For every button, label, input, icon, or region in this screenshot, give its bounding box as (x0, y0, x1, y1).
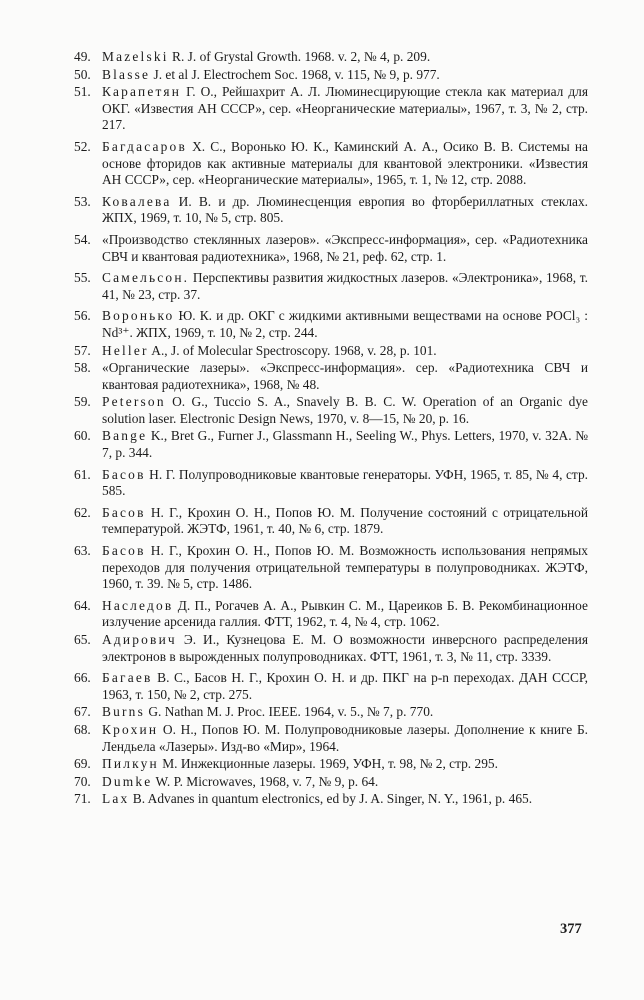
reference-text (102, 394, 588, 427)
reference-details: G. Nathan M. J. Proc. IEEE. 1964, v. 5., № 7, p. 770. (145, 704, 434, 720)
reference-author: Багдасаров (102, 138, 187, 154)
reference-details: Н. Г. Полупроводниковые квантовые генераторы. УФН, 1965, т. 85, № 4, стр. 585. (102, 466, 588, 499)
reference-item (70, 84, 588, 134)
reference-author: Басов (102, 504, 146, 520)
reference-number: 71. (74, 791, 91, 807)
reference-number: 68. (74, 721, 91, 737)
reference-author: Воронько (102, 308, 175, 324)
reference-number: 63. (74, 543, 91, 559)
reference-details: Д. П., Рогачев А. А., Рывкин С. М., Цареиков Б. В. Рекомбинационное излучение арсенида галлия. ФТТ, 1962, т. 4, № 4, стр. 1062. (102, 597, 588, 630)
reference-item (70, 543, 588, 593)
reference-list (70, 49, 588, 808)
reference-text (102, 84, 588, 134)
reference-details: О. Н., Попов Ю. М. Полупроводниковые лазеры. Дополнение к книге Б. Лендьела «Лазеры». Изд-во «Мир», 1964. (102, 721, 588, 754)
reference-number: 52. (74, 138, 91, 154)
reference-text (102, 756, 588, 773)
reference-number: 65. (74, 632, 91, 647)
reference-details: Н. Г., Крохин О. Н., Попов Ю. М. Возможность использования непрямых переходов для получения отрицательной температуры в полупроводниках. ЖЭТФ, 1960, т. 39. № 5, стр. 1486. (102, 543, 588, 592)
reference-details: Э. И., Кузнецова Е. М. О возможности инверсного распределения электронов в вырожденных полупроводниках. ФТТ, 1961, т. 3, № 11, стр. 3339. (102, 632, 588, 664)
reference-number: 60. (74, 428, 91, 444)
reference-details: Н. Г., Крохин О. Н., Попов Ю. М. Получение состояний с отрицательной температурой. ЖЭТФ, 1961, т. 40, № 6, стр. 1879. (102, 504, 588, 537)
reference-item (70, 505, 588, 538)
reference-item (70, 598, 588, 631)
reference-details: И. В. и др. Люминесценция европия во фторбериллатных стеклах. ЖПХ, 1969, т. 10, № 5, стр. 805. (102, 193, 588, 226)
reference-item (70, 774, 588, 791)
reference-text (102, 543, 588, 593)
page-number: 377 (560, 921, 582, 937)
reference-text (102, 774, 588, 791)
reference-item (70, 722, 588, 755)
reference-number: 55. (74, 270, 91, 286)
reference-item (70, 270, 588, 303)
reference-text (102, 670, 588, 703)
reference-details: O. G., Tuccio S. A., Snavely B. B. C. W. Operation of an Organic dye solution laser. Electronic Design News, 1970, v. 8—15, № 20, p. 16. (102, 394, 588, 426)
reference-text (102, 67, 588, 84)
reference-author: Наследов (102, 597, 174, 613)
reference-number: 69. (74, 756, 91, 772)
reference-text (102, 139, 588, 189)
reference-number: 54. (74, 231, 91, 247)
reference-number: 57. (74, 342, 91, 358)
reference-number: 61. (74, 466, 91, 482)
reference-details: J. et al J. Electrochem Soc. 1968, v. 115, № 9, p. 977. (150, 66, 440, 82)
reference-text (102, 232, 588, 265)
reference-author: Heller (102, 342, 149, 358)
reference-text (102, 49, 588, 66)
reference-details: Перспективы развития жидкостных лазеров. «Электроника», 1968, т. 41, № 23, стр. 37. (102, 270, 588, 302)
reference-number: 70. (74, 773, 91, 789)
reference-item (70, 428, 588, 461)
reference-text (102, 505, 588, 538)
reference-details: В. С., Басов Н. Г., Крохин О. Н. и др. ПКГ на p-n переходах. ДАН СССР, 1963, т. 150, № 2, стр. 275. (102, 670, 588, 702)
reference-author: Самельсон. (102, 270, 190, 286)
reference-details: М. Инжекционные лазеры. 1969, УФН, т. 98, № 2, стр. 295. (158, 756, 498, 772)
reference-author: Lax (102, 791, 130, 807)
reference-text (102, 270, 588, 303)
reference-author: Burns (102, 704, 145, 720)
reference-item (70, 49, 588, 66)
reference-author: Dumke (102, 773, 153, 789)
reference-details: Г. О., Рейшахрит А. Л. Люминесцирующие стекла как материал для ОКГ. «Известия АН СССР», сер. «Неорганические материалы», 1967, т. 3, № 2, стр. 217. (102, 84, 588, 133)
reference-author: Blasse (102, 66, 151, 82)
reference-details: A., J. of Molecular Spectroscopy. 1968, v. 28, p. 101. (148, 342, 437, 358)
reference-item (70, 394, 588, 427)
reference-details: K., Bret G., Furner J., Glassmann H., Seeling W., Phys. Letters, 1970, v. 32A. № 7, p. 344. (102, 428, 588, 461)
reference-text (102, 704, 588, 721)
reference-text (102, 343, 588, 360)
reference-author: Багаев (102, 670, 153, 686)
reference-item (70, 139, 588, 189)
reference-author: Басов (102, 543, 146, 559)
reference-item (70, 308, 588, 341)
reference-number: 59. (74, 394, 91, 410)
reference-details: B. Advanes in quantum electronics, ed by J. A. Singer, N. Y., 1961, p. 465. (129, 791, 533, 807)
reference-details: «Органические лазеры». «Экспресс-информация». сер. «Радиотехника СВЧ и квантовая радиотехника», 1968, № 48. (102, 360, 588, 392)
reference-item (70, 791, 588, 808)
reference-text (102, 467, 588, 500)
reference-number: 51. (74, 84, 91, 100)
reference-number: 56. (74, 308, 91, 324)
reference-author: Карапетян (102, 84, 182, 100)
reference-text (102, 791, 588, 808)
reference-text (102, 598, 588, 631)
reference-author: Крохин (102, 721, 159, 737)
reference-details: «Производство стеклянных лазеров». «Экспресс-информация», сер. «Радиотехника СВЧ и квантовая радиотехника», 1968, № 21, реф. 62, стр. 1. (102, 231, 588, 264)
reference-text (102, 722, 588, 755)
reference-number: 49. (74, 49, 91, 64)
reference-item (70, 67, 588, 84)
reference-details: Х. С., Воронько Ю. К., Каминский А. А., Осико В. В. Системы на основе фторидов как активные материалы для квантовой электроники. «Известия АН СССР», сер. «Неорганические материалы», 1965, т. 1, № 12, стр. 2088. (102, 138, 588, 188)
reference-number: 50. (74, 66, 91, 82)
reference-details: W. P. Microwaves, 1968, v. 7, № 9, p. 64. (152, 773, 379, 789)
reference-item (70, 194, 588, 227)
reference-text (102, 308, 588, 341)
reference-author: Bange (102, 428, 148, 444)
reference-item (70, 632, 588, 665)
reference-text (102, 428, 588, 461)
reference-item (70, 360, 588, 393)
reference-number: 66. (74, 670, 91, 686)
reference-number: 62. (74, 504, 91, 520)
reference-author: Peterson (102, 394, 166, 410)
reference-author: Пилкун (102, 756, 159, 772)
reference-text (102, 360, 588, 393)
reference-number: 53. (74, 193, 91, 209)
reference-number: 58. (74, 360, 91, 376)
reference-number: 64. (74, 597, 91, 613)
reference-author: Ковалева (102, 193, 172, 209)
reference-page (70, 49, 588, 809)
reference-author: Адирович (102, 632, 177, 647)
reference-author: Басов (102, 466, 146, 482)
reference-item (70, 343, 588, 360)
reference-item (70, 756, 588, 773)
reference-details: Ю. К. и др. ОКГ с жидкими активными веществами на основе POCl₃ : Nd³⁺. ЖПХ, 1969, т. 10, № 2, стр. 244. (102, 308, 588, 340)
reference-text (102, 194, 588, 227)
reference-item (70, 670, 588, 703)
reference-item (70, 467, 588, 500)
reference-details: R. J. of Grystal Growth. 1968. v. 2, № 4, p. 209. (168, 49, 431, 64)
reference-number: 67. (74, 704, 91, 720)
reference-item (70, 232, 588, 265)
reference-item (70, 704, 588, 721)
reference-author: Mazelski (102, 49, 169, 64)
reference-text (102, 632, 588, 665)
